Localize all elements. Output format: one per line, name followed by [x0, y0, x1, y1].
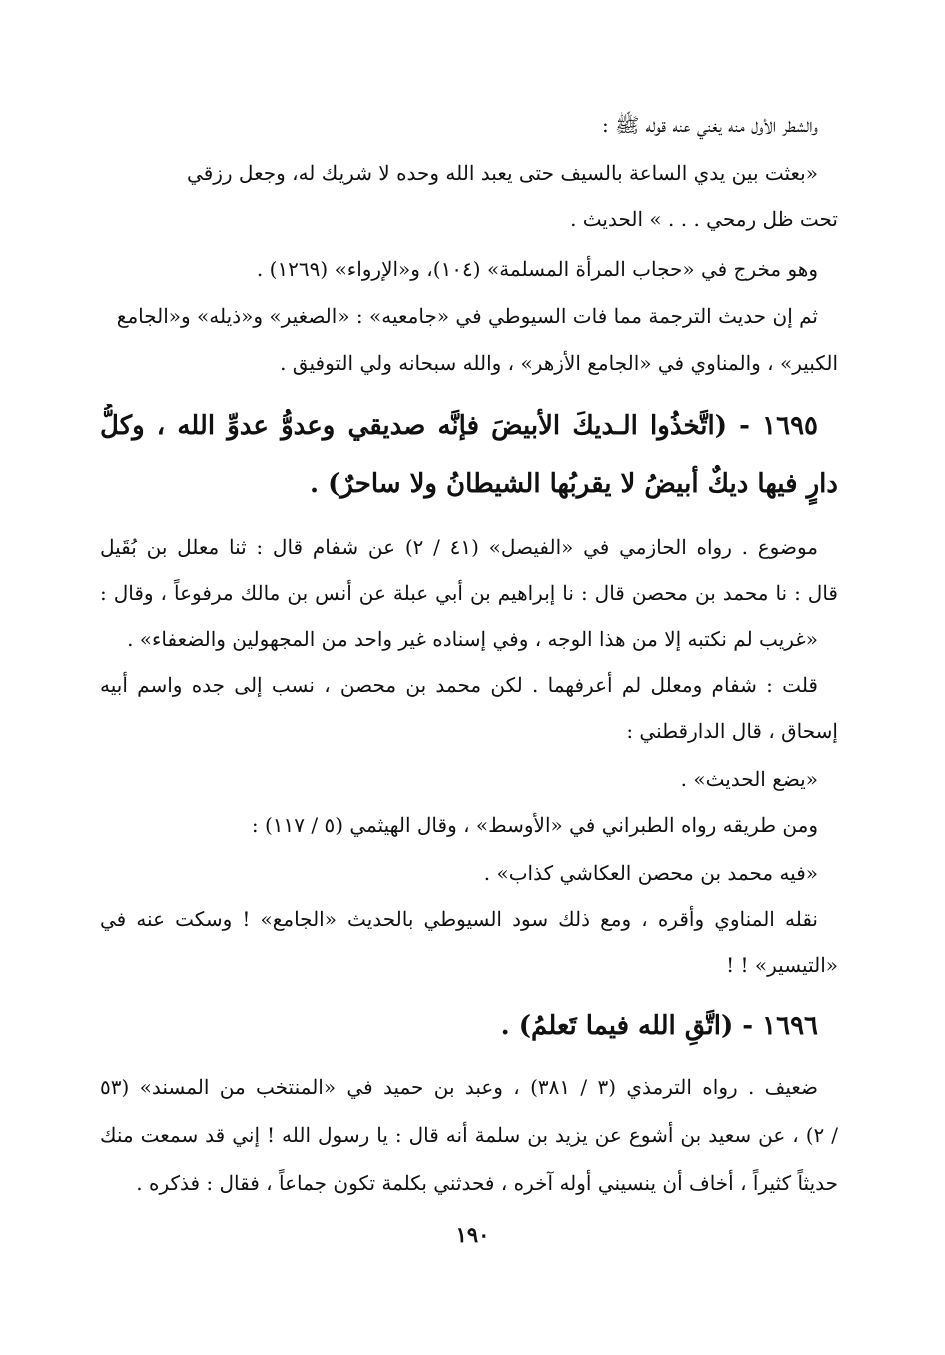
- commentary-line: قلت : شفام ومعلل لم أعرفهما . لكن محمد بن محصن ، نسب إلى جده واسم أبيه: [100, 673, 818, 697]
- commentary-line: ومن طريقه رواه الطبراني في «الأوسط» ، وقال الهيثمي (٥ / ١١٧) :: [251, 813, 818, 837]
- page-number: ١٩٠: [455, 1222, 490, 1247]
- commentary-line: قال : نا محمد بن محصن قال : نا إبراهيم بن أبي عبلة عن أنس بن مالك مرفوعاً ، وقال :: [100, 581, 838, 605]
- hadith-heading-1695-cont: دارٍ فيها ديكٌ أبيضُ لا يقربُها الشيطانُ ولا ساحرٌ) .: [310, 469, 838, 499]
- commentary-line: إسحاق ، قال الدارقطني :: [626, 719, 838, 743]
- commentary-line: «التيسير» ! !: [726, 953, 838, 977]
- hadith-heading-1695: ١٦٩٥ - (اتَّخذُوا الـديكَ الأبيضَ فإنَّه صديقي وعدوُّ عدوِّ الله ، وكلُّ: [100, 411, 818, 441]
- commentary-line: «يضع الحديث» .: [680, 767, 818, 791]
- commentary-line: / ٢) ، عن سعيد بن أشوع عن يزيد بن سلمة أنه قال : يا رسول الله ! إني قد سمعت منك: [100, 1123, 838, 1147]
- commentary-line: «غريب لم نكتبه إلا من هذا الوجه ، وفي إسناده غير واحد من المجهولين والضعفاء» .: [127, 627, 818, 651]
- commentary-line: ضعيف . رواه الترمذي (٣ / ٣٨١) ، وعبد بن حميد في «المنتخب من المسند» (٥٣: [100, 1075, 818, 1099]
- text-line: ثم إن حديث الترجمة مما فات السيوطي في «جامعيه» : «الصغير» و«ذيله» و«الجامع: [116, 304, 818, 328]
- text-line: «بعثت بين يدي الساعة بالسيف حتى يعبد الله وحده لا شريك له، وجعل رزقي: [187, 161, 818, 185]
- text-line: وهو مخرج في «حجاب المرأة المسلمة» (١٠٤)، و«الإرواء» (١٢٦٩) .: [256, 257, 818, 281]
- text-line: تحت ظل رمحي . . . » الحديث .: [570, 207, 838, 231]
- text-line: الكبير» ، والمناوي في «الجامع الأزهر» ، والله سبحانه ولي التوفيق .: [280, 351, 838, 375]
- commentary-line: نقله المناوي وأقره ، ومع ذلك سود السيوطي بالحديث «الجامع» ! وسكت عنه في: [100, 907, 818, 931]
- commentary-line: موضوع . رواه الحازمي في «الفيصل» (٤١ / ٢) عن شفام قال : ثنا معلل بن بُقَيل: [100, 535, 818, 559]
- hadith-heading-1696: ١٦٩٦ - (اتَّقِ الله فيما تَعلمُ) .: [500, 1011, 818, 1041]
- commentary-line: «فيه محمد بن محصن العكاشي كذاب» .: [483, 861, 818, 885]
- text-line: والشطر الأول منه يغني عنه قوله ﷺ :: [602, 113, 818, 137]
- commentary-line: حديثاً كثيراً ، أخاف أن ينسيني أوله آخره ، فحدثني بكلمة تكون جماعاً ، فقال : فذكره .: [136, 1171, 838, 1195]
